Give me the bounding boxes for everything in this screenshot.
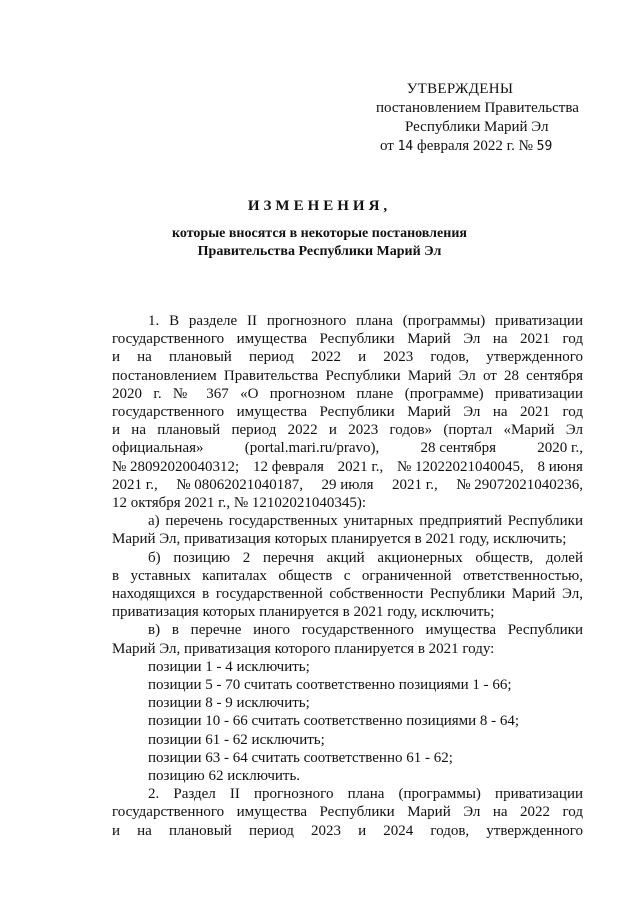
text-line — [112, 439, 583, 457]
text-fragment: 8 июня — [537, 458, 583, 475]
document-body — [112, 312, 583, 840]
text-line — [112, 458, 583, 476]
text-line: государственного имущества Республики Марий Эл на 2021 год — [112, 404, 583, 421]
text-line: государственного имущества Республики Марий Эл на 2022 год — [112, 804, 583, 821]
text-line: находящихся в государственной собственности Республики Марий Эл, — [112, 586, 583, 603]
subtitle-line-2: Правительства Республики Марий Эл — [197, 244, 442, 259]
text-line: б) позицию 2 перечня акций акционерных обществ, долей — [148, 549, 583, 566]
list-item: позицию 62 исключить. — [148, 768, 301, 785]
list-item: позиции 5 - 70 считать соответственно позициями 1 - 66; — [148, 677, 512, 694]
text-fragment: № 08062021040187, — [176, 476, 304, 493]
text-line: а) перечень государственных унитарных предприятий Республики — [148, 513, 583, 530]
approval-title: УТВЕРЖДЕНЫ — [406, 81, 514, 97]
paragraph-b — [112, 549, 583, 622]
document-subtitle — [0, 225, 639, 261]
paragraph-a — [112, 512, 583, 548]
approval-stamp — [360, 80, 600, 156]
paragraph-2 — [112, 785, 583, 840]
text-fragment: 2020 г., — [537, 440, 583, 457]
text-line: в уставных капиталах обществ с ограниченной ответственностью, — [112, 567, 583, 584]
text-line: и на плановый период 2022 и 2023 годов» (портал «Марий Эл — [112, 422, 583, 439]
text-line: государственного имущества Республики Марий Эл на 2021 год — [112, 331, 583, 348]
position-list — [112, 658, 583, 785]
subtitle-line-1: которые вносятся в некоторые постановления — [172, 226, 467, 241]
text-line — [112, 476, 583, 494]
text-line: 2. Раздел II прогнозного плана (программы) приватизации — [148, 786, 583, 803]
paragraph-1 — [112, 312, 583, 512]
list-item: позиции 8 - 9 исключить; — [148, 695, 310, 712]
text-line: Марий Эл, приватизация которого планируется в 2021 году: — [112, 640, 495, 657]
text-line: постановлением Правительства Республики Марий Эл от 28 сентября — [112, 367, 583, 384]
text-fragment: 12 февраля — [252, 458, 324, 475]
list-item: позиции 1 - 4 исключить; — [148, 658, 310, 675]
approval-date-day: 14 — [397, 139, 414, 154]
approval-date-prefix: от — [380, 138, 394, 154]
text-line: 12 октября 2021 г., № 12102021040345): — [112, 495, 367, 512]
approval-date-line — [360, 137, 600, 156]
text-fragment: № 29072021040236, — [456, 476, 583, 493]
text-line: 2020 г. № 367 «О прогнозном плане (программе) приватизации — [112, 385, 583, 402]
text-line: и на плановый период 2022 и 2023 годов, утвержденного — [112, 349, 583, 366]
text-fragment: 2021 г., — [391, 476, 438, 493]
approval-date-rest: февраля 2022 г. № — [417, 138, 533, 154]
text-line: и на плановый период 2023 и 2024 годов, утвержденного — [112, 822, 583, 839]
approval-line-1: постановлением Правительства — [376, 100, 579, 116]
text-line: приватизация которых планируется в 2021 году, исключить; — [112, 604, 495, 621]
text-fragment: 28 сентября — [420, 440, 497, 457]
list-item: позиции 63 - 64 считать соответственно 61 - 62; — [148, 749, 453, 766]
document-title: ИЗМЕНЕНИЯ, — [247, 198, 392, 214]
text-fragment: 2021 г., — [337, 458, 384, 475]
text-fragment: 2021 г., — [112, 476, 158, 493]
approval-number: 59 — [536, 139, 553, 154]
text-fragment: 29 июля — [321, 476, 374, 493]
approval-line-2: Республики Марий Эл — [405, 119, 549, 135]
paragraph-c — [112, 621, 583, 657]
text-fragment: № 28092020040312; — [112, 458, 240, 475]
text-line: в) в перечне иного государственного имущества Республики — [148, 622, 583, 639]
list-item: позиции 10 - 66 считать соответственно позициями 8 - 64; — [148, 713, 520, 730]
text-line: Марий Эл, приватизация которых планируется в 2021 году, исключить; — [112, 531, 567, 548]
list-item: позиции 61 - 62 исключить; — [148, 731, 325, 748]
text-fragment: № 12022021040045, — [397, 458, 524, 475]
text-fragment: (portal.mari.ru/pravo), — [244, 440, 380, 457]
text-fragment: официальная» — [112, 440, 204, 457]
text-line: 1. В разделе II прогнозного плана (программы) приватизации — [148, 313, 583, 329]
